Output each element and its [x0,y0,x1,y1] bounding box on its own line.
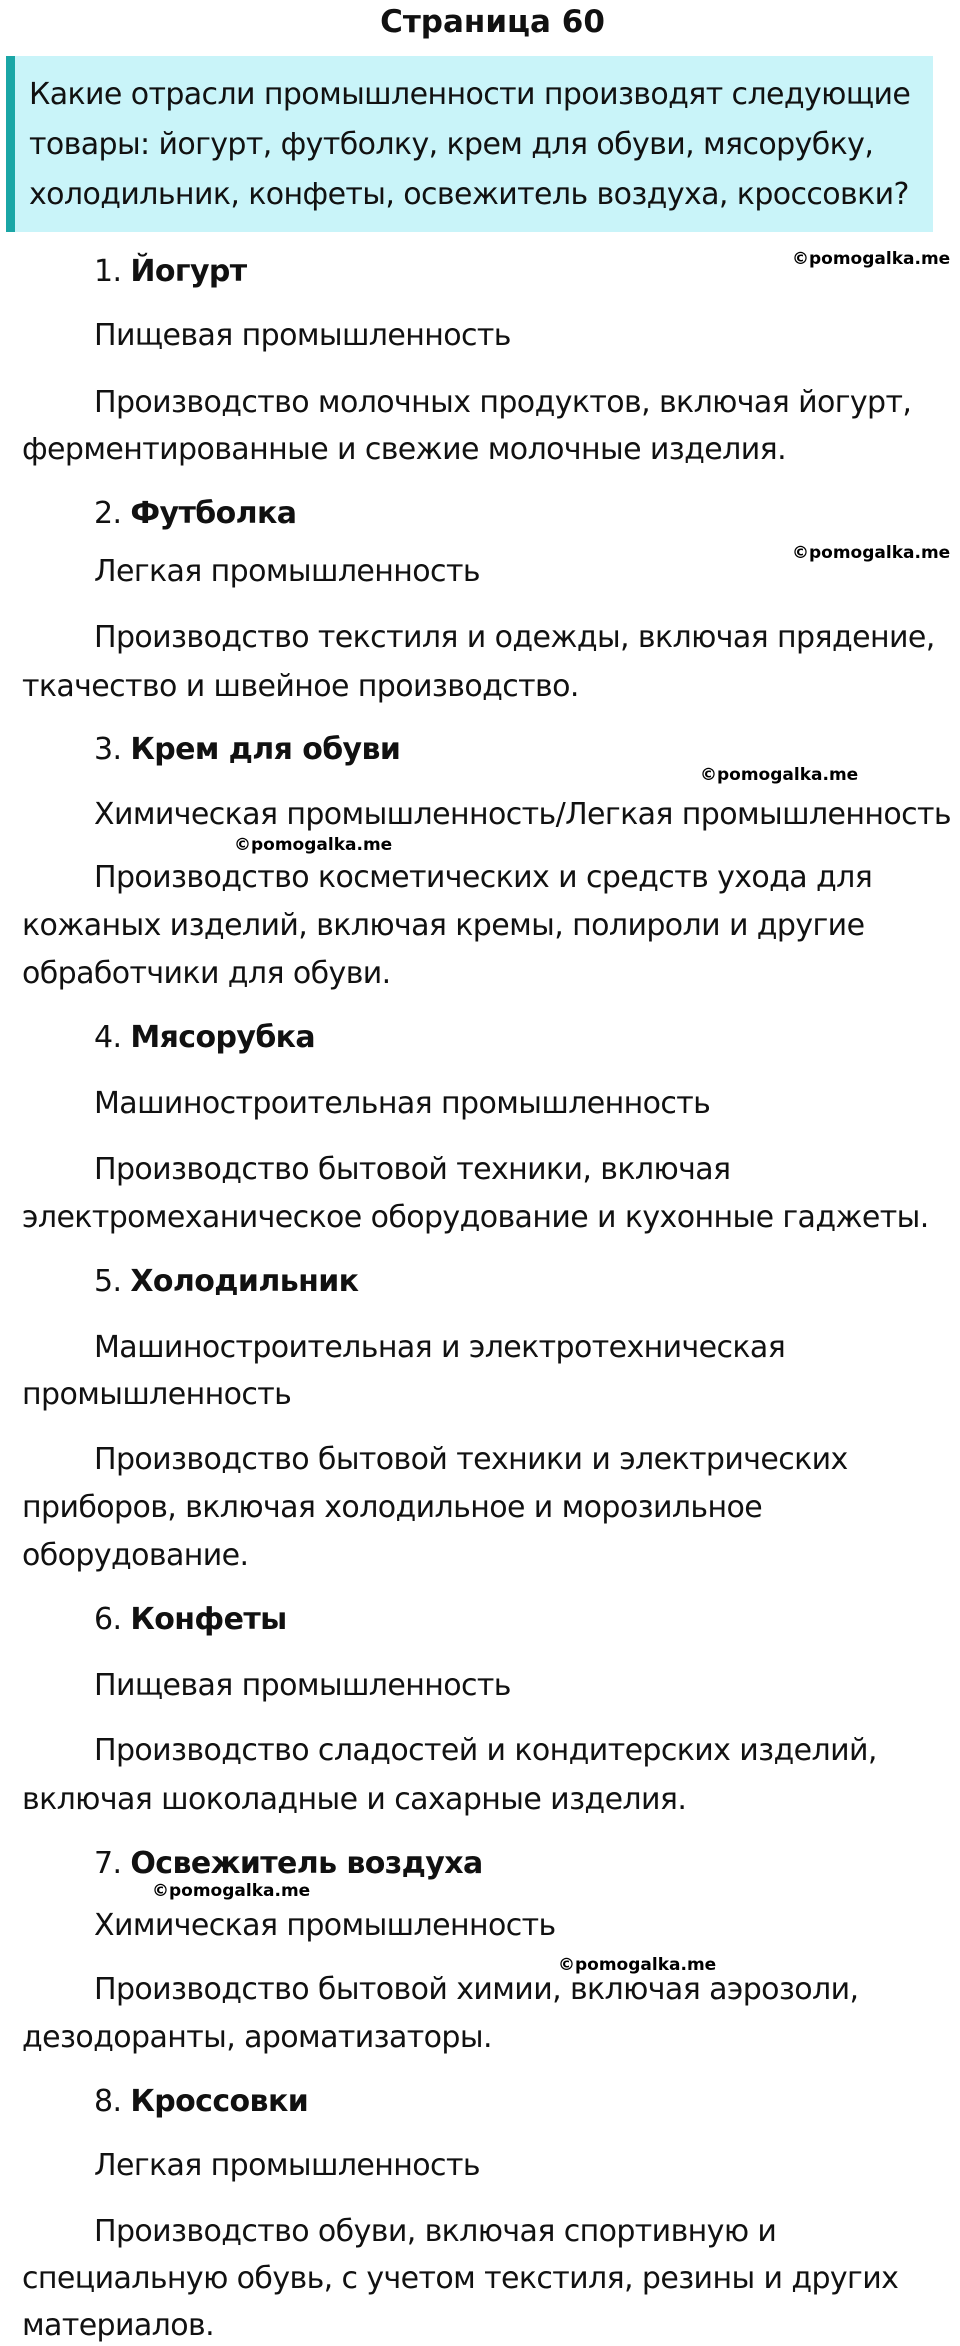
answer-number: 8. [94,2084,122,2119]
answer-industry: Машиностроительная промышленность [94,1086,711,1121]
answer-description: Производство молочных продуктов, включая йогурт, [94,385,912,420]
watermark: ©pomogalka.me [792,543,951,563]
answer-title: Кроссовки [130,2084,309,2119]
answer-description: ферментированные и свежие молочные изделия. [22,432,787,467]
answer-description: обработчики для обуви. [22,956,391,991]
answer-number: 3. [94,732,122,767]
answer-title: Конфеты [130,1602,287,1637]
answer-title: Освежитель воздуха [130,1846,483,1881]
answer-description: Производство бытовой техники и электрических [94,1442,848,1477]
answer-industry: Легкая промышленность [94,554,480,589]
answer-title: Йогурт [130,254,247,289]
answer-description: специальную обувь, с учетом текстиля, резины и других [22,2261,899,2296]
answer-number: 1. [94,254,122,289]
answer-description: Производство сладостей и кондитерских изделий, [94,1733,877,1768]
answer-heading-1 [94,252,247,292]
answer-description: Производство бытовой химии, включая аэрозоли, [94,1972,859,2007]
watermark: ©pomogalka.me [152,1881,311,1901]
page-title: Страница 60 [380,4,605,40]
answer-description: оборудование. [22,1538,249,1573]
answer-description: кожаных изделий, включая кремы, полироли и другие [22,908,865,943]
answer-description: ткачество и швейное производство. [22,669,579,704]
question-box [6,56,933,232]
answer-industry: Химическая промышленность [94,1908,556,1943]
watermark: ©pomogalka.me [234,835,393,855]
answer-heading-6 [94,1600,287,1640]
watermark: ©pomogalka.me [792,249,951,269]
answer-industry: Легкая промышленность [94,2148,480,2183]
answer-industry: Машиностроительная и электротехническая [94,1330,786,1365]
answer-heading-5 [94,1262,358,1302]
answer-industry: Пищевая промышленность [94,1668,511,1703]
answer-heading-3 [94,730,400,770]
answer-description: Производство обуви, включая спортивную и [94,2214,777,2249]
answer-title: Холодильник [130,1264,359,1299]
answer-description: Производство бытовой техники, включая [94,1152,731,1187]
answer-title: Футболка [130,496,297,531]
answer-number: 7. [94,1846,122,1881]
answer-number: 5. [94,1264,122,1299]
answer-heading-4 [94,1018,315,1058]
watermark: ©pomogalka.me [700,765,859,785]
answer-heading-7 [94,1844,483,1884]
answer-title: Крем для обуви [130,732,401,767]
answer-description: электромеханическое оборудование и кухонные гаджеты. [22,1200,929,1235]
answer-industry: промышленность [22,1377,292,1412]
answer-description: материалов. [22,2308,215,2343]
watermark: ©pomogalka.me [558,1955,717,1975]
answer-industry: Пищевая промышленность [94,318,511,353]
answer-heading-8 [94,2082,308,2122]
answer-number: 2. [94,496,122,531]
answer-description: включая шоколадные и сахарные изделия. [22,1782,687,1817]
answer-number: 6. [94,1602,122,1637]
answer-description: Производство косметических и средств ухода для [94,860,873,895]
answer-description: приборов, включая холодильное и морозильное [22,1490,763,1525]
question-line: товары: йогурт, футболку, крем для обуви, мясорубку, [29,127,874,162]
question-line: Какие отрасли промышленности производят следующие [29,77,911,112]
question-line: холодильник, конфеты, освежитель воздуха, кроссовки? [29,177,909,212]
answer-heading-2 [94,494,296,534]
answer-description: дезодоранты, ароматизаторы. [22,2020,492,2055]
answer-number: 4. [94,1020,122,1055]
answer-industry: Химическая промышленность/Легкая промышленность [94,797,952,832]
answer-title: Мясорубка [130,1020,316,1055]
answer-description: Производство текстиля и одежды, включая прядение, [94,620,935,655]
